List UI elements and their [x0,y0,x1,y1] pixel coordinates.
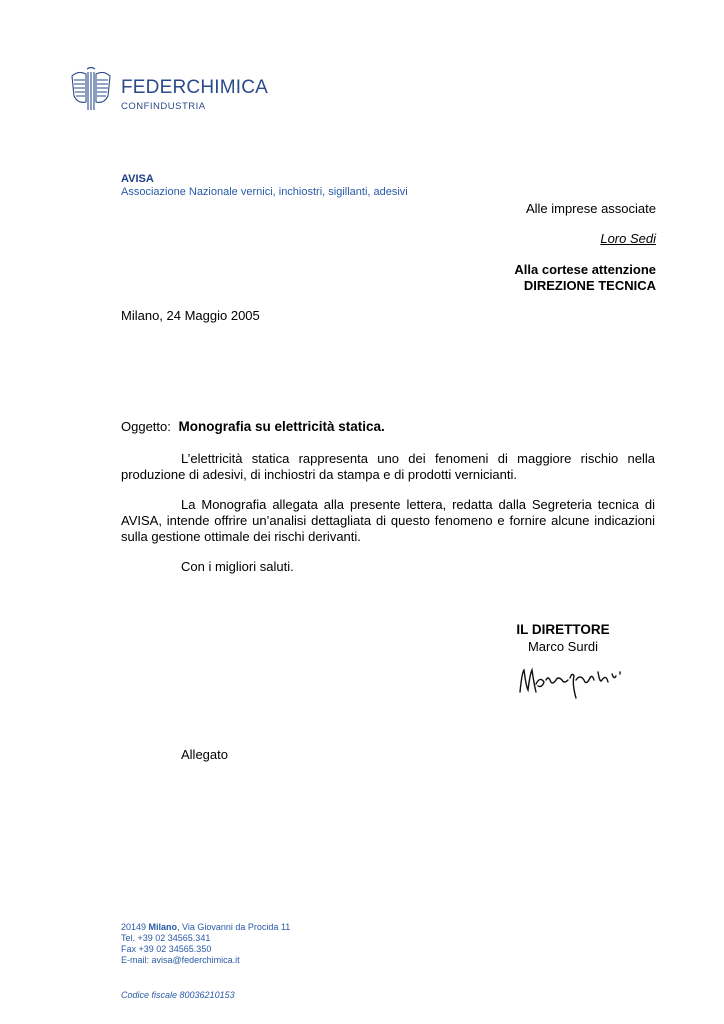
letter-date: Milano, 24 Maggio 2005 [121,308,260,323]
footer-fax: Fax +39 02 34565.350 [121,944,212,954]
attention-department: DIREZIONE TECNICA [523,278,656,293]
footer-city: Milano [148,922,178,932]
subject-title: Monografia su elettricità statica. [178,419,385,434]
logo-name: FEDERCHIMICA [121,77,269,98]
body-paragraph-2: La Monografia allegata alla presente lettera, redatta dalla Segreteria tecnica di AVISA, intende offrire un’analisi dettagliata di questo fenomeno e fornire alcune indicazioni sulla gestione ottimale dei rischi derivanti. [121,497,655,544]
recipient-line: Alle imprese associate [525,201,656,216]
closing-salutation: Con i migliori saluti. [181,559,294,574]
footer-tel: Tel. +39 02 34565.341 [121,933,211,943]
body-paragraph-1: L’elettricità statica rappresenta uno dei fenomeni di maggiore rischio nella produzione di adesivi, di inchiostri da stampa e di prodotti vernicianti. [121,451,655,482]
handwritten-signature [514,662,626,700]
footer-email[interactable]: E-mail: avisa@federchimica.it [121,955,240,965]
subject-line [121,419,385,434]
signature-title: IL DIRETTORE [516,622,610,637]
recipient-sedi: Loro Sedi [600,231,656,246]
footer-zip: 20149 [121,922,147,932]
signature-name: Marco Surdi [527,639,599,654]
footer-address [121,922,290,933]
association-name: AVISA [121,173,154,185]
attention-line: Alla cortese attenzione [514,262,656,277]
subject-label: Oggetto: [121,419,171,434]
attachment-label: Allegato [181,747,228,762]
federchimica-eagle-icon [68,66,114,112]
footer-fiscal-code: Codice fiscale 80036210153 [121,990,235,1000]
association-description: Associazione Nazionale vernici, inchiostri, sigillanti, adesivi [121,186,408,198]
footer-street: , Via Giovanni da Procida 11 [177,922,291,932]
logo-subtitle: CONFINDUSTRIA [121,101,206,112]
